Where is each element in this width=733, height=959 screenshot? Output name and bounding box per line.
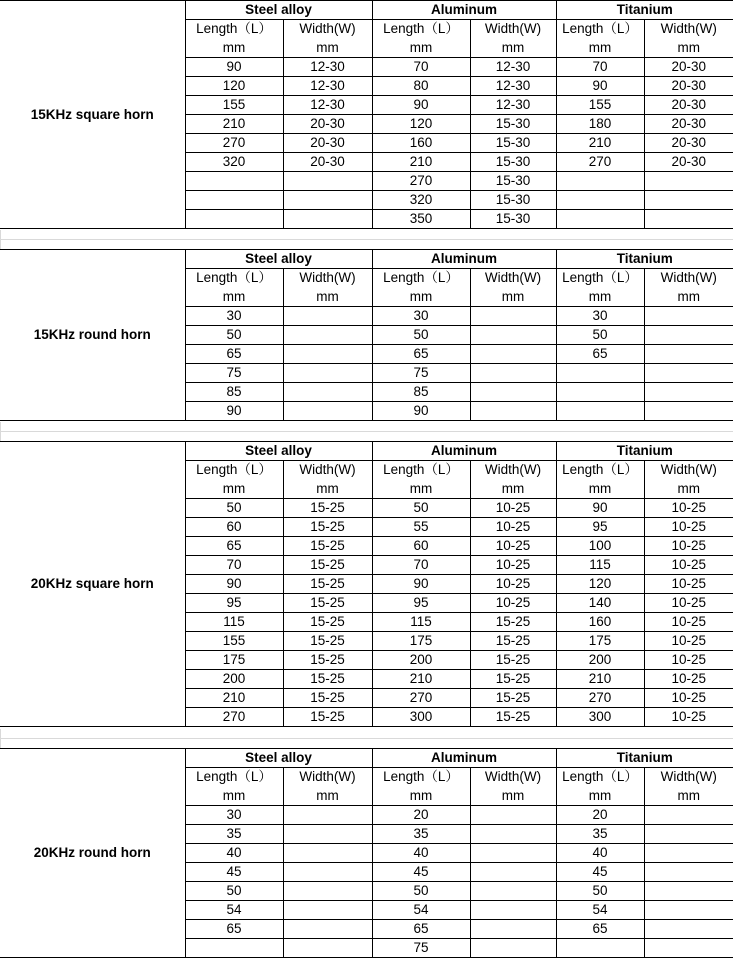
unit-label: mm (556, 787, 644, 806)
width-cell: 15-25 (470, 651, 556, 670)
length-cell: 320 (185, 153, 283, 172)
unit-label: mm (644, 288, 733, 307)
width-column-header: Width(W) (470, 20, 556, 39)
width-cell: 10-25 (470, 518, 556, 537)
length-cell: 160 (556, 613, 644, 632)
width-column-header: Width(W) (470, 461, 556, 480)
width-cell (470, 345, 556, 364)
length-cell: 300 (556, 708, 644, 727)
width-cell (470, 844, 556, 863)
length-cell: 90 (556, 499, 644, 518)
length-column-header: Length（L） (556, 461, 644, 480)
material-header-row (0, 1, 733, 20)
width-cell: 15-25 (283, 689, 372, 708)
width-cell (644, 806, 733, 825)
unit-label: mm (644, 480, 733, 499)
length-cell: 40 (185, 844, 283, 863)
width-cell (470, 901, 556, 920)
width-cell (644, 882, 733, 901)
length-cell: 200 (185, 670, 283, 689)
length-cell: 20 (556, 806, 644, 825)
width-cell (283, 920, 372, 939)
material-header: Steel alloy (185, 749, 372, 768)
length-cell: 210 (556, 134, 644, 153)
width-cell (470, 939, 556, 958)
unit-label: mm (283, 480, 372, 499)
length-cell: 65 (185, 345, 283, 364)
length-column-header: Length（L） (556, 768, 644, 787)
length-cell: 210 (556, 670, 644, 689)
length-cell: 160 (372, 134, 470, 153)
length-cell (556, 172, 644, 191)
length-cell: 30 (372, 307, 470, 326)
material-header: Titanium (556, 442, 733, 461)
width-cell: 15-30 (470, 153, 556, 172)
length-cell: 35 (556, 825, 644, 844)
length-cell: 70 (185, 556, 283, 575)
length-cell (556, 383, 644, 402)
width-cell (644, 920, 733, 939)
length-cell: 115 (185, 613, 283, 632)
material-header: Aluminum (372, 749, 556, 768)
unit-label: mm (470, 787, 556, 806)
length-column-header: Length（L） (185, 20, 283, 39)
width-cell: 10-25 (470, 575, 556, 594)
length-column-header: Length（L） (372, 461, 470, 480)
length-cell: 95 (372, 594, 470, 613)
width-cell (470, 402, 556, 421)
length-cell (185, 172, 283, 191)
length-cell: 65 (372, 920, 470, 939)
length-cell: 120 (372, 115, 470, 134)
length-cell: 175 (372, 632, 470, 651)
length-cell: 65 (372, 345, 470, 364)
length-column-header: Length（L） (556, 20, 644, 39)
width-cell: 20-30 (644, 134, 733, 153)
width-cell: 20-30 (283, 134, 372, 153)
length-cell (556, 939, 644, 958)
width-cell: 10-25 (470, 594, 556, 613)
length-cell: 350 (372, 210, 470, 229)
length-cell: 50 (556, 882, 644, 901)
length-cell: 85 (185, 383, 283, 402)
width-column-header: Width(W) (470, 269, 556, 288)
width-cell: 10-25 (644, 708, 733, 727)
length-cell: 175 (556, 632, 644, 651)
length-cell: 50 (556, 326, 644, 345)
horn-section (0, 441, 733, 727)
width-cell (470, 806, 556, 825)
width-cell: 15-30 (470, 134, 556, 153)
length-cell: 90 (372, 575, 470, 594)
unit-label: mm (470, 480, 556, 499)
length-cell: 85 (372, 383, 470, 402)
horn-table (0, 0, 733, 229)
width-cell (470, 863, 556, 882)
width-cell: 15-25 (470, 670, 556, 689)
width-cell: 20-30 (644, 77, 733, 96)
length-cell: 70 (556, 58, 644, 77)
length-cell: 115 (372, 613, 470, 632)
length-cell: 65 (185, 920, 283, 939)
width-cell (283, 939, 372, 958)
width-cell (283, 806, 372, 825)
width-cell: 12-30 (470, 77, 556, 96)
length-cell: 90 (372, 96, 470, 115)
width-cell (644, 844, 733, 863)
length-cell (556, 402, 644, 421)
material-header: Titanium (556, 749, 733, 768)
length-cell: 54 (372, 901, 470, 920)
width-column-header: Width(W) (644, 768, 733, 787)
width-cell: 15-30 (470, 115, 556, 134)
width-cell: 15-25 (283, 537, 372, 556)
width-cell (283, 901, 372, 920)
width-cell: 15-25 (283, 499, 372, 518)
width-cell: 20-30 (283, 153, 372, 172)
section-title: 15KHz round horn (0, 250, 185, 421)
unit-label: mm (185, 288, 283, 307)
material-header: Titanium (556, 1, 733, 20)
material-header: Steel alloy (185, 1, 372, 20)
width-cell: 15-25 (283, 613, 372, 632)
unit-label: mm (556, 480, 644, 499)
length-cell: 70 (372, 556, 470, 575)
length-cell: 95 (556, 518, 644, 537)
width-cell (283, 172, 372, 191)
length-cell: 120 (556, 575, 644, 594)
length-cell: 50 (372, 499, 470, 518)
width-cell (470, 920, 556, 939)
width-cell: 10-25 (644, 670, 733, 689)
width-cell: 15-25 (470, 632, 556, 651)
width-cell: 20-30 (644, 115, 733, 134)
length-column-header: Length（L） (185, 768, 283, 787)
length-cell: 320 (372, 191, 470, 210)
width-cell: 15-30 (470, 191, 556, 210)
length-cell: 210 (372, 670, 470, 689)
width-column-header: Width(W) (283, 269, 372, 288)
length-cell: 155 (556, 96, 644, 115)
length-cell: 90 (185, 402, 283, 421)
length-cell: 54 (185, 901, 283, 920)
width-cell (644, 939, 733, 958)
gridline (0, 431, 733, 432)
length-cell: 45 (185, 863, 283, 882)
length-cell: 75 (372, 364, 470, 383)
section-title: 20KHz round horn (0, 749, 185, 958)
length-cell: 65 (556, 345, 644, 364)
width-cell (470, 383, 556, 402)
width-cell (283, 326, 372, 345)
width-cell (283, 210, 372, 229)
length-cell: 95 (185, 594, 283, 613)
length-cell: 90 (372, 402, 470, 421)
width-cell (644, 402, 733, 421)
length-cell (185, 210, 283, 229)
length-cell: 300 (372, 708, 470, 727)
length-column-header: Length（L） (556, 269, 644, 288)
length-cell: 90 (185, 58, 283, 77)
width-cell: 15-25 (283, 594, 372, 613)
length-cell: 40 (556, 844, 644, 863)
unit-label: mm (283, 787, 372, 806)
width-cell: 15-25 (283, 632, 372, 651)
width-cell: 20-30 (283, 115, 372, 134)
length-cell: 75 (185, 364, 283, 383)
length-cell: 270 (185, 134, 283, 153)
length-cell: 30 (556, 307, 644, 326)
length-cell: 45 (372, 863, 470, 882)
length-cell: 270 (372, 689, 470, 708)
width-cell: 10-25 (470, 556, 556, 575)
width-cell (644, 345, 733, 364)
length-cell: 50 (185, 882, 283, 901)
length-cell (556, 191, 644, 210)
width-cell (283, 307, 372, 326)
material-header: Steel alloy (185, 250, 372, 269)
horn-section (0, 748, 733, 958)
width-cell: 10-25 (644, 575, 733, 594)
unit-label: mm (185, 39, 283, 58)
width-cell: 12-30 (283, 77, 372, 96)
width-cell (644, 364, 733, 383)
unit-label: mm (644, 39, 733, 58)
width-column-header: Width(W) (644, 20, 733, 39)
unit-label: mm (283, 288, 372, 307)
width-cell: 15-25 (470, 708, 556, 727)
unit-label: mm (185, 787, 283, 806)
width-cell: 20-30 (644, 96, 733, 115)
width-cell: 10-25 (470, 537, 556, 556)
horn-section (0, 0, 733, 229)
length-cell (185, 939, 283, 958)
unit-label: mm (556, 288, 644, 307)
length-cell (185, 191, 283, 210)
length-cell: 50 (372, 882, 470, 901)
length-cell: 90 (185, 575, 283, 594)
material-header-row (0, 749, 733, 768)
width-column-header: Width(W) (470, 768, 556, 787)
horn-section (0, 249, 733, 421)
material-header: Aluminum (372, 442, 556, 461)
width-cell (644, 307, 733, 326)
length-cell: 54 (556, 901, 644, 920)
length-cell: 270 (372, 172, 470, 191)
width-column-header: Width(W) (283, 768, 372, 787)
unit-label: mm (644, 787, 733, 806)
width-column-header: Width(W) (644, 461, 733, 480)
length-cell: 35 (185, 825, 283, 844)
unit-label: mm (185, 480, 283, 499)
length-cell: 50 (185, 326, 283, 345)
length-cell (556, 210, 644, 229)
length-cell: 30 (185, 806, 283, 825)
unit-label: mm (372, 480, 470, 499)
unit-label: mm (372, 39, 470, 58)
width-cell: 12-30 (470, 58, 556, 77)
width-cell: 10-25 (644, 613, 733, 632)
length-cell: 40 (372, 844, 470, 863)
material-header-row (0, 250, 733, 269)
width-cell (470, 326, 556, 345)
width-cell: 12-30 (283, 58, 372, 77)
unit-label: mm (372, 787, 470, 806)
length-cell: 50 (372, 326, 470, 345)
width-cell: 10-25 (644, 594, 733, 613)
width-cell: 10-25 (644, 537, 733, 556)
width-cell (283, 825, 372, 844)
width-cell: 15-30 (470, 210, 556, 229)
horn-table (0, 441, 733, 727)
width-cell: 15-25 (283, 518, 372, 537)
horn-table (0, 748, 733, 958)
width-cell (283, 345, 372, 364)
width-cell: 10-25 (644, 651, 733, 670)
width-cell (644, 383, 733, 402)
unit-label: mm (470, 288, 556, 307)
width-cell (644, 191, 733, 210)
width-cell: 12-30 (470, 96, 556, 115)
length-cell: 90 (556, 77, 644, 96)
width-cell: 20-30 (644, 58, 733, 77)
width-cell: 10-25 (644, 499, 733, 518)
length-cell: 155 (185, 96, 283, 115)
width-cell (283, 402, 372, 421)
length-cell: 45 (556, 863, 644, 882)
length-cell: 270 (556, 689, 644, 708)
width-cell: 10-25 (470, 499, 556, 518)
width-cell (283, 383, 372, 402)
width-cell (644, 326, 733, 345)
width-cell: 15-25 (283, 670, 372, 689)
length-column-header: Length（L） (372, 768, 470, 787)
unit-label: mm (372, 288, 470, 307)
width-cell: 15-25 (470, 613, 556, 632)
width-cell (470, 882, 556, 901)
width-cell (283, 844, 372, 863)
width-cell (644, 863, 733, 882)
section-title: 20KHz square horn (0, 442, 185, 727)
width-cell (644, 172, 733, 191)
length-cell: 270 (185, 708, 283, 727)
width-cell: 10-25 (644, 556, 733, 575)
length-column-header: Length（L） (372, 269, 470, 288)
width-cell (644, 825, 733, 844)
unit-label: mm (470, 39, 556, 58)
length-cell: 65 (185, 537, 283, 556)
width-cell (283, 863, 372, 882)
length-cell: 120 (185, 77, 283, 96)
length-cell: 155 (185, 632, 283, 651)
material-header-row (0, 442, 733, 461)
length-cell: 50 (185, 499, 283, 518)
width-cell (644, 901, 733, 920)
width-cell (470, 825, 556, 844)
width-cell: 10-25 (644, 518, 733, 537)
gridline (0, 239, 733, 240)
length-cell: 20 (372, 806, 470, 825)
length-column-header: Length（L） (185, 269, 283, 288)
width-cell: 15-30 (470, 172, 556, 191)
length-cell: 200 (556, 651, 644, 670)
width-cell: 10-25 (644, 632, 733, 651)
width-column-header: Width(W) (283, 461, 372, 480)
length-cell: 270 (556, 153, 644, 172)
length-cell: 210 (185, 115, 283, 134)
length-cell: 140 (556, 594, 644, 613)
length-column-header: Length（L） (185, 461, 283, 480)
width-cell (283, 364, 372, 383)
width-cell (283, 191, 372, 210)
length-cell: 115 (556, 556, 644, 575)
width-cell: 20-30 (644, 153, 733, 172)
length-cell: 60 (185, 518, 283, 537)
length-cell: 75 (372, 939, 470, 958)
length-cell: 180 (556, 115, 644, 134)
width-cell: 15-25 (283, 708, 372, 727)
material-header: Aluminum (372, 1, 556, 20)
length-column-header: Length（L） (372, 20, 470, 39)
gridline (0, 738, 733, 739)
width-cell: 15-25 (283, 651, 372, 670)
width-cell: 15-25 (283, 556, 372, 575)
width-cell: 15-25 (470, 689, 556, 708)
material-header: Steel alloy (185, 442, 372, 461)
width-cell: 12-30 (283, 96, 372, 115)
material-header: Titanium (556, 250, 733, 269)
width-column-header: Width(W) (644, 269, 733, 288)
length-cell: 65 (556, 920, 644, 939)
material-header: Aluminum (372, 250, 556, 269)
length-cell: 210 (372, 153, 470, 172)
width-cell: 15-25 (283, 575, 372, 594)
length-cell: 70 (372, 58, 470, 77)
length-cell: 55 (372, 518, 470, 537)
length-cell: 30 (185, 307, 283, 326)
width-column-header: Width(W) (283, 20, 372, 39)
length-cell: 210 (185, 689, 283, 708)
unit-label: mm (556, 39, 644, 58)
horn-table (0, 249, 733, 421)
width-cell: 10-25 (644, 689, 733, 708)
length-cell: 60 (372, 537, 470, 556)
length-cell: 175 (185, 651, 283, 670)
length-cell (556, 364, 644, 383)
length-cell: 80 (372, 77, 470, 96)
width-cell (644, 210, 733, 229)
length-cell: 100 (556, 537, 644, 556)
section-title: 15KHz square horn (0, 1, 185, 229)
width-cell (470, 364, 556, 383)
width-cell (470, 307, 556, 326)
width-cell (283, 882, 372, 901)
unit-label: mm (283, 39, 372, 58)
length-cell: 200 (372, 651, 470, 670)
length-cell: 35 (372, 825, 470, 844)
